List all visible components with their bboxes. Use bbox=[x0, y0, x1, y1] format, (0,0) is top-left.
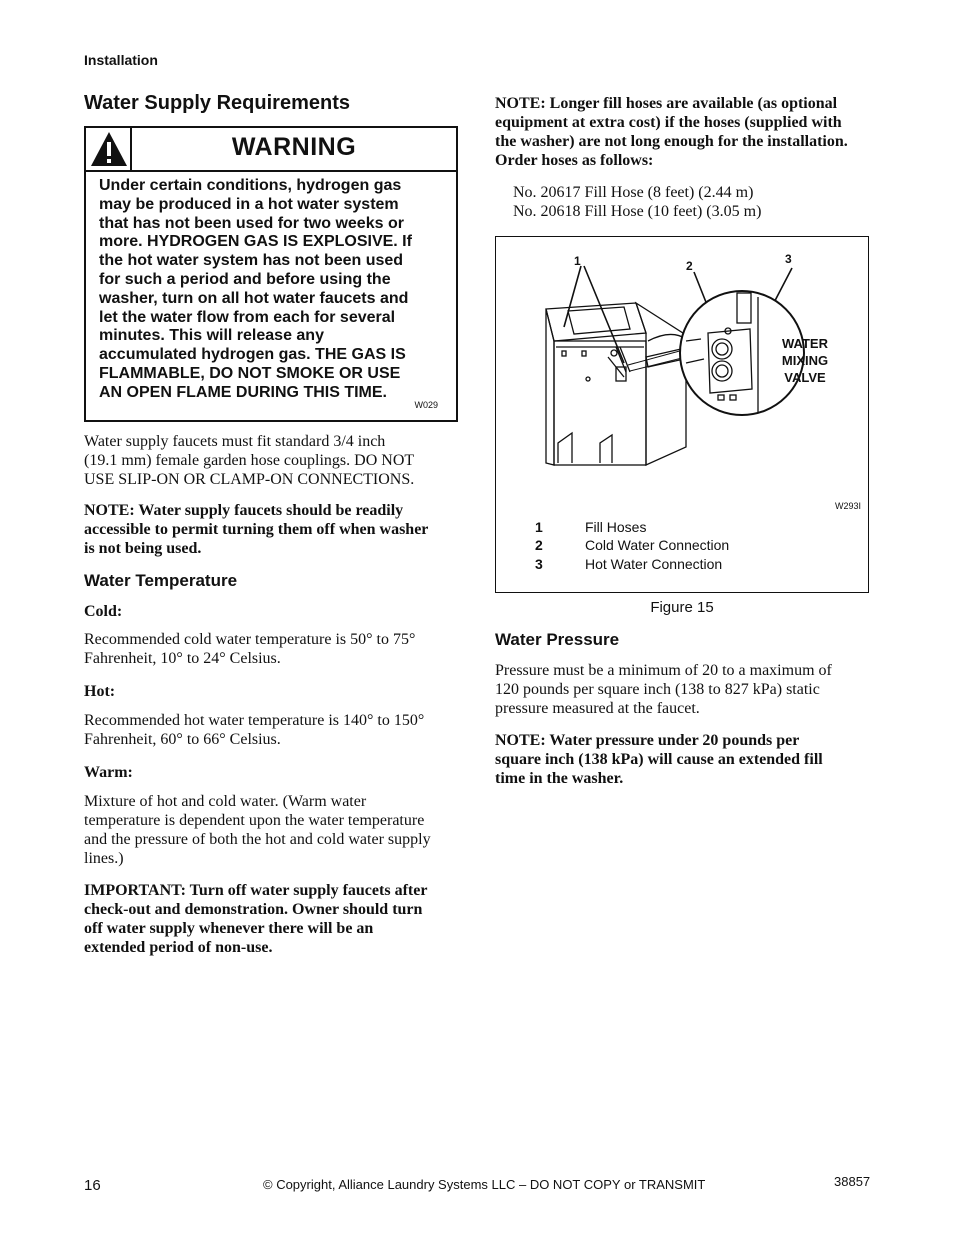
figure-code: W293I bbox=[835, 501, 862, 511]
text-line: Fahrenheit, 10° to 24° Celsius. bbox=[84, 650, 281, 667]
valve-label-line: VALVE bbox=[784, 370, 826, 385]
text-line: Mixture of hot and cold water. (Warm water bbox=[84, 793, 367, 810]
warning-line: the hot water system has not been used bbox=[99, 252, 404, 270]
text-line: NOTE: Longer fill hoses are available (as optional bbox=[495, 95, 838, 112]
warning-text bbox=[99, 177, 442, 403]
document-number: 38857 bbox=[834, 1174, 871, 1189]
text-line: Recommended cold water temperature is 50° to 75° bbox=[84, 631, 416, 648]
hose-list bbox=[513, 183, 761, 221]
warning-header bbox=[86, 128, 456, 172]
text-line: accessible to permit turning them off when washer bbox=[84, 521, 429, 538]
hose-item: No. 20618 Fill Hose (10 feet) (3.05 m) bbox=[513, 203, 762, 220]
page-number: 16 bbox=[84, 1177, 101, 1194]
text-line: lines.) bbox=[84, 850, 124, 867]
text-line: and the pressure of both the hot and cold water supply bbox=[84, 831, 431, 848]
text-line: IMPORTANT: Turn off water supply faucets after bbox=[84, 882, 428, 899]
note-pressure bbox=[495, 731, 823, 788]
text-line: check-out and demonstration. Owner should turn bbox=[84, 901, 423, 918]
section-label: Installation bbox=[84, 52, 158, 68]
text-line: (19.1 mm) female garden hose couplings. DO NOT bbox=[84, 452, 415, 469]
cold-text bbox=[84, 630, 415, 668]
warm-text bbox=[84, 792, 431, 868]
warning-line: FLAMMABLE, DO NOT SMOKE OR USE bbox=[99, 364, 401, 382]
text-line: square inch (138 kPa) will cause an extended fill bbox=[495, 751, 823, 768]
note-faucets bbox=[84, 501, 428, 558]
warning-title: WARNING bbox=[231, 133, 357, 161]
important-note bbox=[84, 881, 427, 957]
text-line: extended period of non-use. bbox=[84, 939, 273, 956]
warning-line: may be produced in a hot water system bbox=[99, 195, 399, 213]
callout-1: 1 bbox=[574, 254, 581, 268]
callout-2: 2 bbox=[686, 259, 693, 273]
text-line: is not being used. bbox=[84, 540, 202, 557]
warm-label: Warm: bbox=[84, 764, 133, 781]
text-line: Recommended hot water temperature is 140° to 150° bbox=[84, 712, 425, 729]
text-line: pressure measured at the faucet. bbox=[495, 700, 700, 717]
callout-3: 3 bbox=[785, 252, 792, 266]
warning-icon-cell bbox=[86, 128, 132, 170]
warning-code: W029 bbox=[414, 400, 438, 410]
legend-number: 3 bbox=[535, 556, 543, 572]
text-line: the washer) are not long enough for the installation. bbox=[495, 133, 848, 150]
copyright: © Copyright, Alliance Laundry Systems LLC – DO NOT COPY or TRANSMIT bbox=[263, 1177, 706, 1192]
faucet-requirements bbox=[84, 432, 414, 489]
cold-label: Cold: bbox=[84, 603, 123, 620]
hose-item: No. 20617 Fill Hose (8 feet) (2.44 m) bbox=[513, 184, 754, 201]
warning-line: Under certain conditions, hydrogen gas bbox=[99, 177, 402, 194]
text-line: 120 pounds per square inch (138 to 827 kPa) static bbox=[495, 681, 820, 698]
legend-number: 2 bbox=[535, 537, 543, 553]
page-title: Water Supply Requirements bbox=[84, 92, 350, 114]
warning-line: that has not been used for two weeks or bbox=[99, 214, 404, 232]
text-line: NOTE: Water supply faucets should be readily bbox=[84, 502, 404, 519]
pressure-text bbox=[495, 661, 832, 718]
warning-line: more. HYDROGEN GAS IS EXPLOSIVE. If bbox=[99, 233, 412, 251]
valve-label-line: WATER bbox=[782, 336, 828, 351]
text-line: Water supply faucets must fit standard 3/4 inch bbox=[84, 433, 386, 450]
figure-box bbox=[495, 236, 869, 593]
text-line: Order hoses as follows: bbox=[495, 152, 654, 169]
warning-line: washer, turn on all hot water faucets and bbox=[99, 289, 409, 307]
warning-box bbox=[84, 126, 458, 422]
legend-text: Fill Hoses bbox=[585, 519, 647, 535]
text-line: equipment at extra cost) if the hoses (supplied with bbox=[495, 114, 842, 131]
valve-label bbox=[772, 335, 838, 386]
warning-line: for such a period and before using the bbox=[99, 270, 391, 288]
text-line: time in the washer. bbox=[495, 770, 624, 787]
text-line: off water supply whenever there will be an bbox=[84, 920, 374, 937]
hot-label: Hot: bbox=[84, 683, 116, 700]
legend-text: Cold Water Connection bbox=[585, 537, 730, 553]
warning-triangle-icon bbox=[87, 129, 131, 169]
warning-line: let the water flow from each for several bbox=[99, 308, 396, 326]
valve-label-line: MIXING bbox=[781, 353, 829, 368]
legend-text: Hot Water Connection bbox=[585, 556, 723, 572]
warning-line: AN OPEN FLAME DURING THIS TIME. bbox=[99, 383, 387, 401]
warning-line: minutes. This will release any bbox=[99, 327, 324, 345]
legend-number: 1 bbox=[535, 519, 543, 535]
warning-line: accumulated hydrogen gas. THE GAS IS bbox=[99, 346, 406, 364]
hot-text bbox=[84, 711, 424, 749]
text-line: USE SLIP-ON OR CLAMP-ON CONNECTIONS. bbox=[84, 471, 415, 488]
text-line: Pressure must be a minimum of 20 to a maximum of bbox=[495, 662, 832, 679]
note-hoses bbox=[495, 94, 848, 170]
text-line: Fahrenheit, 60° to 66° Celsius. bbox=[84, 731, 281, 748]
text-line: temperature is dependent upon the water temperature bbox=[84, 812, 425, 829]
figure-caption: Figure 15 bbox=[650, 599, 714, 616]
water-temperature-heading: Water Temperature bbox=[84, 571, 238, 590]
text-line: NOTE: Water pressure under 20 pounds per bbox=[495, 732, 800, 749]
water-pressure-heading: Water Pressure bbox=[495, 630, 620, 649]
